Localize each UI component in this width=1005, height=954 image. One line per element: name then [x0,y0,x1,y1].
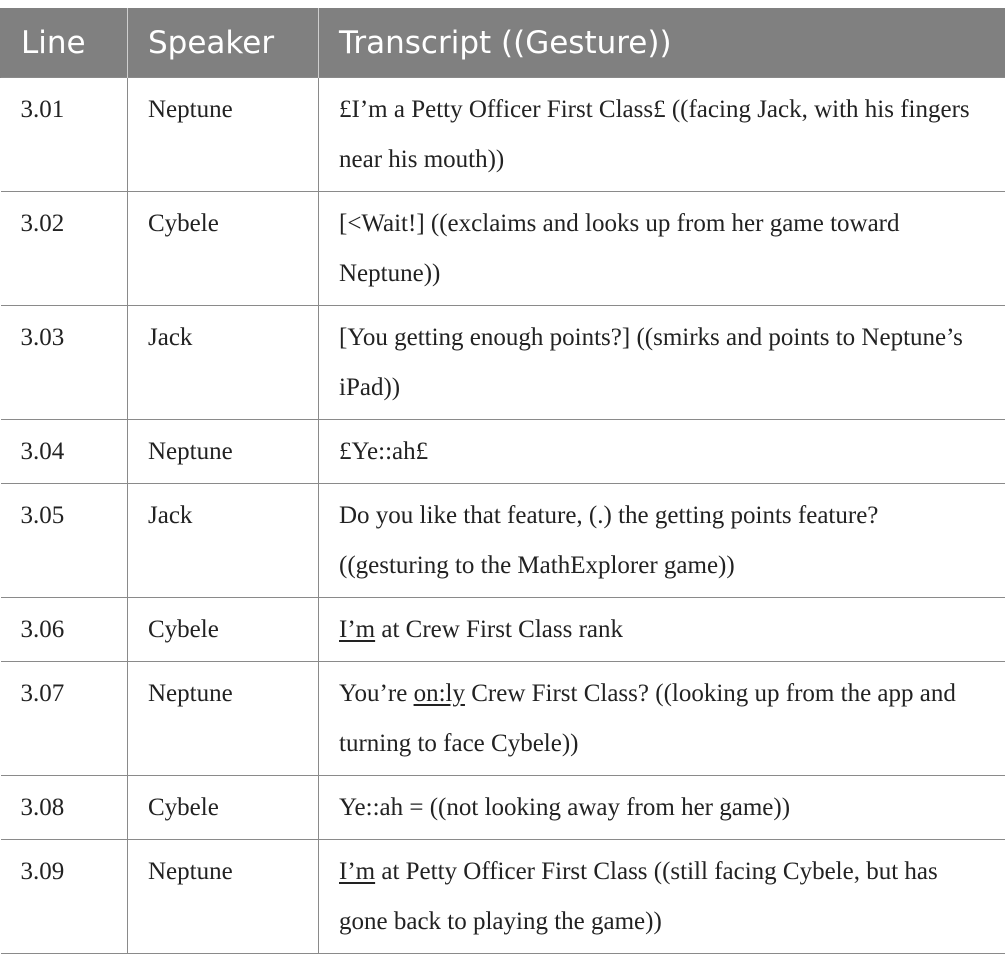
transcript-cell [319,192,1005,306]
transcript-cell [319,306,1005,420]
table-row [1,192,1005,306]
line-number-cell: 3.04 [1,420,128,484]
header-line: Line [1,8,128,78]
speaker-cell: Neptune [128,662,319,776]
line-number-cell: 3.03 [1,306,128,420]
table-row [1,484,1005,598]
transcript-cell [319,776,1005,840]
speaker-cell: Cybele [128,776,319,840]
table-header [1,8,1005,78]
table-row [1,420,1005,484]
header-speaker: Speaker [128,8,319,78]
line-number-cell: 3.01 [1,78,128,192]
transcript-cell [319,484,1005,598]
transcript-text: Crew First Class? ((looking up from the app and turning to face Cybele)) [339,680,956,757]
transcript-text: £Ye::ah£ [339,438,428,465]
line-number-cell: 3.08 [1,776,128,840]
speaker-cell: Neptune [128,78,319,192]
table-row [1,306,1005,420]
transcript-text: [You getting enough points?] ((smirks and points to Neptune’s iPad)) [339,324,963,401]
transcript-cell [319,598,1005,662]
line-number-cell: 3.02 [1,192,128,306]
transcript-text: at Petty Officer First Class ((still facing Cybele, but has gone back to playing the game)) [339,858,938,935]
speaker-cell: Neptune [128,420,319,484]
transcript-cell [319,78,1005,192]
table-row [1,598,1005,662]
line-number-cell: 3.09 [1,840,128,954]
transcript-text: You’re [339,680,414,707]
table-body [1,78,1005,954]
speaker-cell: Cybele [128,192,319,306]
transcript-text: Ye::ah = ((not looking away from her game)) [339,794,790,821]
transcript-emphasis: I’m [339,858,375,885]
table-row [1,78,1005,192]
transcript-text: Do you like that feature, (.) the getting points feature? ((gesturing to the MathExplorer game)) [339,502,878,579]
line-number-cell: 3.05 [1,484,128,598]
speaker-cell: Jack [128,484,319,598]
table-row [1,662,1005,776]
transcript-cell [319,840,1005,954]
transcript-text: [<Wait!] ((exclaims and looks up from her game toward Neptune)) [339,210,900,287]
table-row [1,840,1005,954]
header-row [1,8,1005,78]
transcript-text: at Crew First Class rank [375,616,623,643]
transcript-emphasis: on:ly [414,680,465,707]
line-number-cell: 3.07 [1,662,128,776]
speaker-cell: Jack [128,306,319,420]
transcript-emphasis: I’m [339,616,375,643]
transcript-text: £I’m a Petty Officer First Class£ ((facing Jack, with his fingers near his mouth)) [339,96,970,173]
speaker-cell: Cybele [128,598,319,662]
transcript-cell [319,662,1005,776]
line-number-cell: 3.06 [1,598,128,662]
header-transcript: Transcript ((Gesture)) [319,8,1005,78]
table-row [1,776,1005,840]
speaker-cell: Neptune [128,840,319,954]
transcript-cell [319,420,1005,484]
transcript-table [0,8,1005,954]
